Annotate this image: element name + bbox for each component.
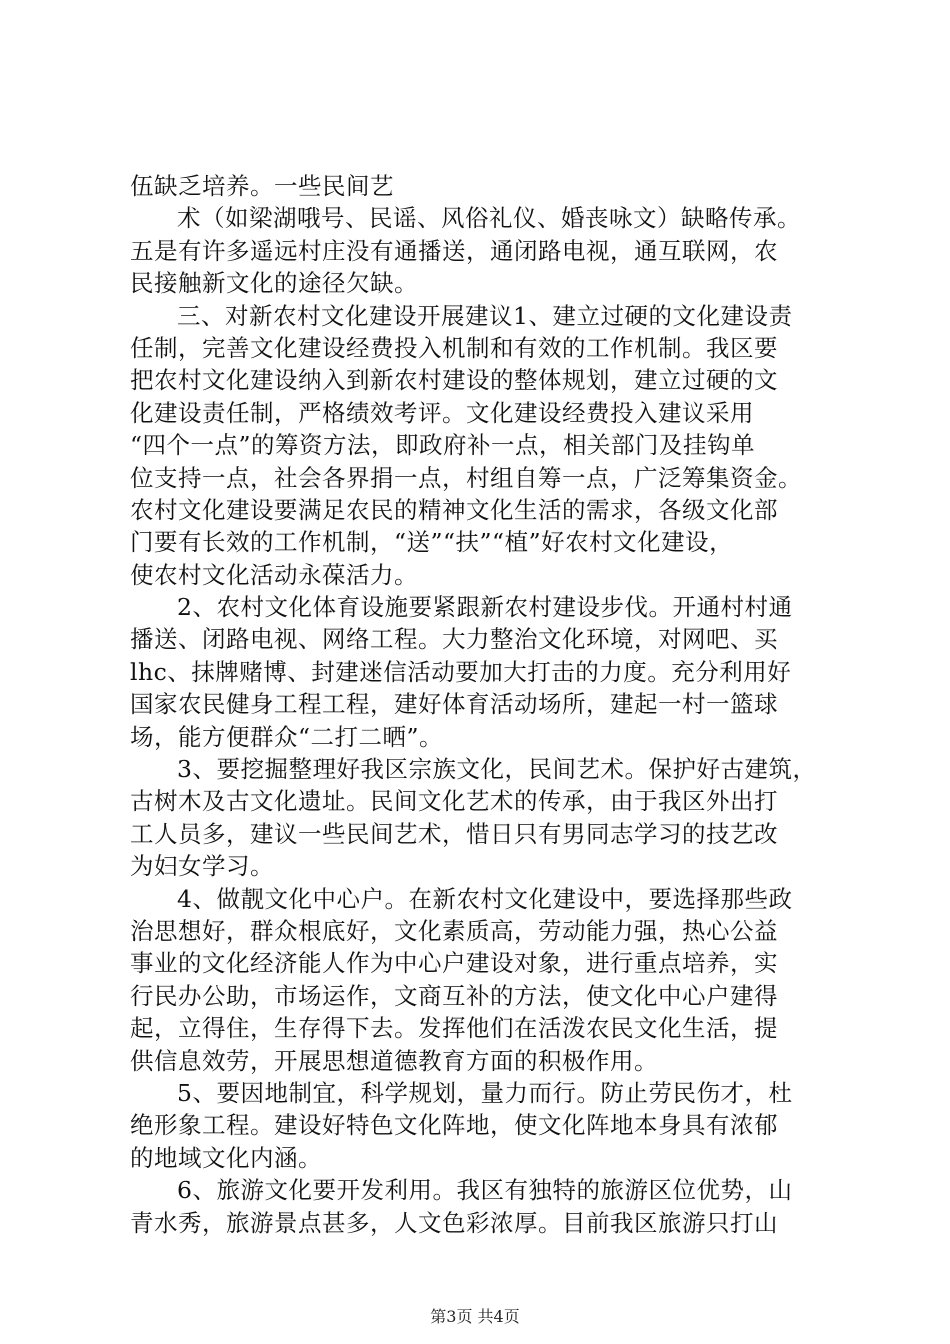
text-line: 化建设责任制，严格绩效考评。文化建设经费投入建议采用: [130, 398, 754, 427]
text-line: lhc、抹牌赌博、封建迷信活动要加大打击的力度。充分利用好: [130, 657, 792, 686]
text-line: 伍缺乏培养。一些民间艺: [130, 172, 394, 200]
text-line: 使农村文化活动永葆活力。: [130, 560, 418, 589]
text-line: 3、要挖掘整理好我区宗族文化，民间艺术。保护好古建筑，: [177, 755, 817, 784]
text-line: 工人员多，建议一些民间艺术，惜日只有男同志学习的技艺改: [130, 819, 778, 848]
text-line: 把农村文化建设纳入到新农村建设的整体规划，建立过硬的文: [130, 366, 778, 395]
text-line: 民接触新文化的途径欠缺。: [130, 269, 418, 298]
text-line: 任制，完善文化建设经费投入机制和有效的工作机制。我区要: [130, 333, 778, 362]
text-line: 门要有长效的工作机制，“送”“扶”“植”好农村文化建设，: [130, 528, 734, 557]
text-line: 青水秀，旅游景点甚多，人文色彩浓厚。目前我区旅游只打山: [130, 1208, 778, 1237]
text-line: 国家农民健身工程工程，建好体育活动场所，建起一村一篮球: [130, 690, 778, 719]
text-line: 2、农村文化体育设施要紧跟新农村建设步伐。开通村村通: [177, 593, 793, 622]
text-line: 古树木及古文化遗址。民间文化艺术的传承，由于我区外出打: [130, 787, 778, 816]
text-line: 三、对新农村文化建设开展建议1、建立过硬的文化建设责: [177, 301, 793, 330]
text-line: 绝形象工程。建设好特色文化阵地，使文化阵地本身具有浓郁: [130, 1111, 778, 1140]
text-line: 播送、闭路电视、网络工程。大力整治文化环境，对网吧、买: [130, 625, 778, 654]
text-line: 的地域文化内涵。: [130, 1143, 322, 1172]
text-line: 术（如梁湖哦号、民谣、风俗礼仪、婚丧咏文）缺略传承。: [177, 204, 801, 233]
text-line: 为妇女学习。: [130, 852, 274, 881]
text-line: 农村文化建设要满足农民的精神文化生活的需求，各级文化部: [130, 495, 778, 524]
text-line: 行民办公助，市场运作，文商互补的方法，使文化中心户建得: [130, 981, 778, 1010]
text-line: 事业的文化经济能人作为中心户建设对象，进行重点培养，实: [130, 949, 778, 978]
text-line: “四个一点”的筹资方法，即政府补一点，相关部门及挂钩单: [130, 431, 756, 460]
text-line: 位支持一点，社会各界捐一点，村组自筹一点，广泛筹集资金。: [130, 463, 802, 492]
text-line: 供信息效劳，开展思想道德教育方面的积极作用。: [130, 1046, 658, 1075]
text-line: 五是有许多遥远村庄没有通播送，通闭路电视，通互联网，农: [130, 236, 778, 265]
document-body: [130, 170, 830, 1239]
text-line: 治思想好，群众根底好，文化素质高，劳动能力强，热心公益: [130, 916, 778, 945]
text-line: 4、做靓文化中心户。在新农村文化建设中，要选择那些政: [177, 884, 793, 913]
text-line: 场，能方便群众“二打二晒”。: [130, 722, 444, 751]
page-footer: 第3页 共4页: [430, 1307, 520, 1326]
text-line: 6、旅游文化要开发利用。我区有独特的旅游区位优势，山: [177, 1176, 793, 1205]
text-line: 5、要因地制宜，科学规划，量力而行。防止劳民伤才，杜: [177, 1078, 793, 1107]
text-line: 起，立得住，生存得下去。发挥他们在活泼农民文化生活，提: [130, 1014, 778, 1043]
